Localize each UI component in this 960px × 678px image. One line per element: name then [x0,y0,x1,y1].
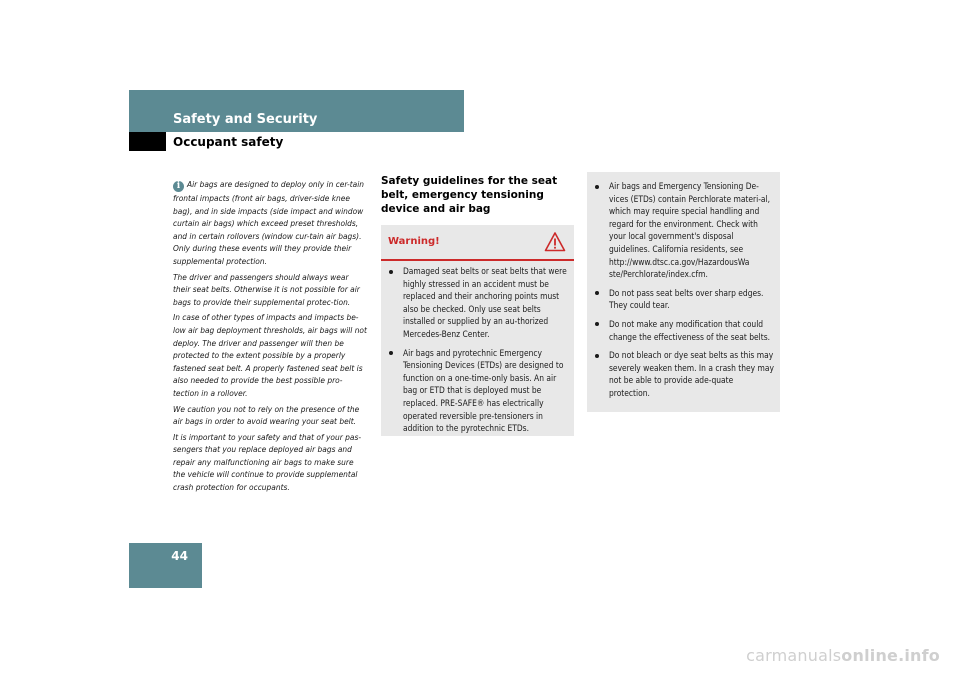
watermark: carmanualsonline.info [746,646,940,665]
right-guidelines-list [587,172,780,400]
page-number: 44 [171,549,188,563]
warning-title: Warning! [388,236,440,247]
warning-triangle-icon [544,231,566,253]
list-item: Do not pass seat belts over sharp edges. They could tear. [593,287,774,312]
info-paragraph: We caution you not to rely on the presence of the air bags in order to avoid wearing your seat belt. [173,403,360,427]
guidelines-heading: Safety guidelines for the seat belt, emergency tensioning device and air bag [381,175,558,215]
header-black-tab [129,132,166,151]
list-item: Damaged seat belts or seat belts that were highly stressed in an accident must be replaced and their anchoring points must also be checked. Only use seat belts installed or supplied by an au-thorized Mercedes-Benz Center. [387,265,568,341]
info-paragraph: In case of other types of impacts and impacts be-low air bag deployment thresholds, air bags will not deploy. The driver and passenger will then be protected to the extent possible by a properly fastened seat belt. A properly fastened seat belt is also needed to provide the best possible pro-tection in a rollover. [173,312,367,398]
info-column [173,178,368,497]
info-paragraph: The driver and passengers should always wear their seat belts. Otherwise it is not possible for air bags to provide their supplemental protec-tion. [173,271,360,307]
info-paragraph: It is important to your safety and that of your pas-sengers that you replace deployed air bags and repair any malfunctioning air bags to make sure the vehicle will continue to provide supplemental crash protection for occupants. [173,431,362,493]
info-paragraph: i Air bags are designed to deploy only in cer-tain frontal impacts (front air bags, driver-side knee bag), and in side impacts (side impact and window curtain air bags) which exceed preset thresholds, and in certain rollovers (window cur-tain air bags). Only during these events will they provide their supplemental protection. [173,179,365,266]
page-subtitle: Occupant safety [173,135,284,149]
page-number-box [129,543,202,588]
list-item: Do not bleach or dye seat belts as this may severely weaken them. In a crash they may not be able to provide ade-quate protection. [593,349,774,399]
right-guidelines-box [587,172,780,412]
warning-box [381,225,574,436]
warning-header [381,225,574,261]
section-title: Safety and Security [173,112,318,127]
list-item [387,347,568,435]
info-icon: i [173,181,184,192]
warning-list [381,261,574,435]
list-item-text: Air bags and pyrotechnic Emergency Tensioning Devices (ETDs) are designed to function on a one-time-only basis. An air bag or ETD that is deployed must be replaced. PRE-SAFE® has electrically operated reversible pre-tensioners in addition to the pyrotechnic ETDs. [403,347,564,434]
list-item: Do not make any modification that could change the effectiveness of the seat belts. [593,318,774,343]
list-item: Air bags and Emergency Tensioning De-vices (ETDs) contain Perchlorate materi-al, which may require special handling and regard for the environment. Check with your local government's disposal guidelines. California residents, see http://www.dtsc.ca.gov/HazardousWa ste/Perchlorate/index.cfm. [593,180,774,281]
